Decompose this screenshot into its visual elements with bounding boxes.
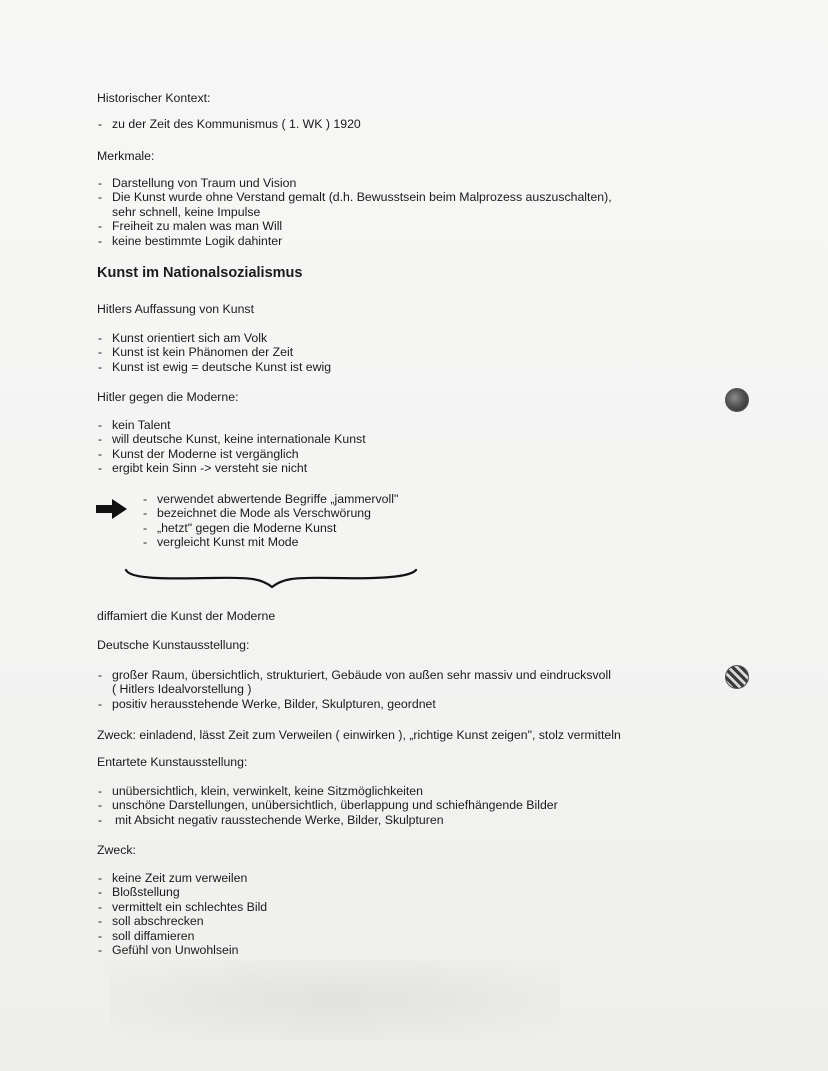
merkmale-title: Merkmale: — [97, 149, 155, 163]
list-item: - ergibt kein Sinn -> versteht sie nicht — [97, 461, 366, 475]
deutsche-ausstellung-list — [97, 668, 611, 711]
zweck-list — [97, 871, 267, 957]
list-item: - keine bestimmte Logik dahinter — [97, 234, 612, 248]
arrow-right-icon — [94, 497, 130, 521]
auffassung-title: Hitlers Auffassung von Kunst — [97, 302, 254, 316]
arrow-list — [142, 492, 398, 550]
section-heading: Kunst im Nationalsozialismus — [97, 265, 303, 281]
list-item: - Gefühl von Unwohlsein — [97, 943, 267, 957]
list-item: - keine Zeit zum verweilen — [97, 871, 267, 885]
historischer-kontext-title: Historischer Kontext: — [97, 91, 211, 105]
list-item: - Kunst der Moderne ist vergänglich — [97, 447, 366, 461]
list-item: - Kunst ist kein Phänomen der Zeit — [97, 345, 331, 359]
entartete-ausstellung-list — [97, 784, 558, 827]
list-item: - Darstellung von Traum und Vision — [97, 176, 612, 190]
list-item: - Kunst orientiert sich am Volk — [97, 331, 331, 345]
list-item: - mit Absicht negativ rausstechende Werke, Bilder, Skulpturen — [97, 813, 558, 827]
entartete-ausstellung-title: Entartete Kunstausstellung: — [97, 755, 248, 769]
deutsche-zweck-text: Zweck: einladend, lässt Zeit zum Verweilen ( einwirken ), „richtige Kunst zeigen", stolz vermitteln — [97, 728, 621, 742]
gegen-moderne-title: Hitler gegen die Moderne: — [97, 390, 239, 404]
merkmale-list — [97, 176, 612, 248]
list-item: - vergleicht Kunst mit Mode — [142, 535, 398, 549]
list-item: - „hetzt" gegen die Moderne Kunst — [142, 521, 398, 535]
list-item: - will deutsche Kunst, keine internationale Kunst — [97, 432, 366, 446]
list-item: - soll diffamieren — [97, 929, 267, 943]
list-item: - unübersichtlich, klein, verwinkelt, keine Sitzmöglichkeiten — [97, 784, 558, 798]
list-item: - vermittelt ein schlechtes Bild — [97, 900, 267, 914]
scan-shadow — [110, 960, 560, 1040]
diffamiert-text: diffamiert die Kunst der Moderne — [97, 609, 276, 623]
historischer-kontext-list — [97, 117, 361, 131]
list-item-continuation: ( Hitlers Idealvorstellung ) — [112, 682, 252, 697]
zweck-title: Zweck: — [97, 843, 136, 857]
list-item-continuation: sehr schnell, keine Impulse — [112, 204, 261, 219]
auffassung-list — [97, 331, 331, 374]
list-item: - bezeichnet die Mode als Verschwörung — [142, 506, 398, 520]
sticker-icon — [725, 388, 749, 412]
deutsche-ausstellung-title: Deutsche Kunstausstellung: — [97, 638, 250, 652]
gegen-moderne-list — [97, 418, 366, 476]
list-item: - Kunst ist ewig = deutsche Kunst ist ewig — [97, 360, 331, 374]
list-item: - verwendet abwertende Begriffe „jammervoll" — [142, 492, 398, 506]
list-item: - Die Kunst wurde ohne Verstand gemalt (d.h. Bewusstsein beim Malprozess auszuschalten), — [97, 190, 612, 204]
list-item: - Freiheit zu malen was man Will — [97, 219, 612, 233]
curly-brace-icon — [122, 565, 422, 593]
list-item: - positiv herausstehende Werke, Bilder, Skulpturen, geordnet — [97, 697, 611, 711]
list-item: - soll abschrecken — [97, 914, 267, 928]
list-item: - zu der Zeit des Kommunismus ( 1. WK ) 1920 — [97, 117, 361, 131]
list-item: - kein Talent — [97, 418, 366, 432]
sticker-icon — [725, 665, 749, 689]
list-item: - unschöne Darstellungen, unübersichtlich, überlappung und schiefhängende Bilder — [97, 798, 558, 812]
list-item: - Bloßstellung — [97, 885, 267, 899]
list-item: - großer Raum, übersichtlich, strukturiert, Gebäude von außen sehr massiv und eindrucksvoll — [97, 668, 611, 682]
